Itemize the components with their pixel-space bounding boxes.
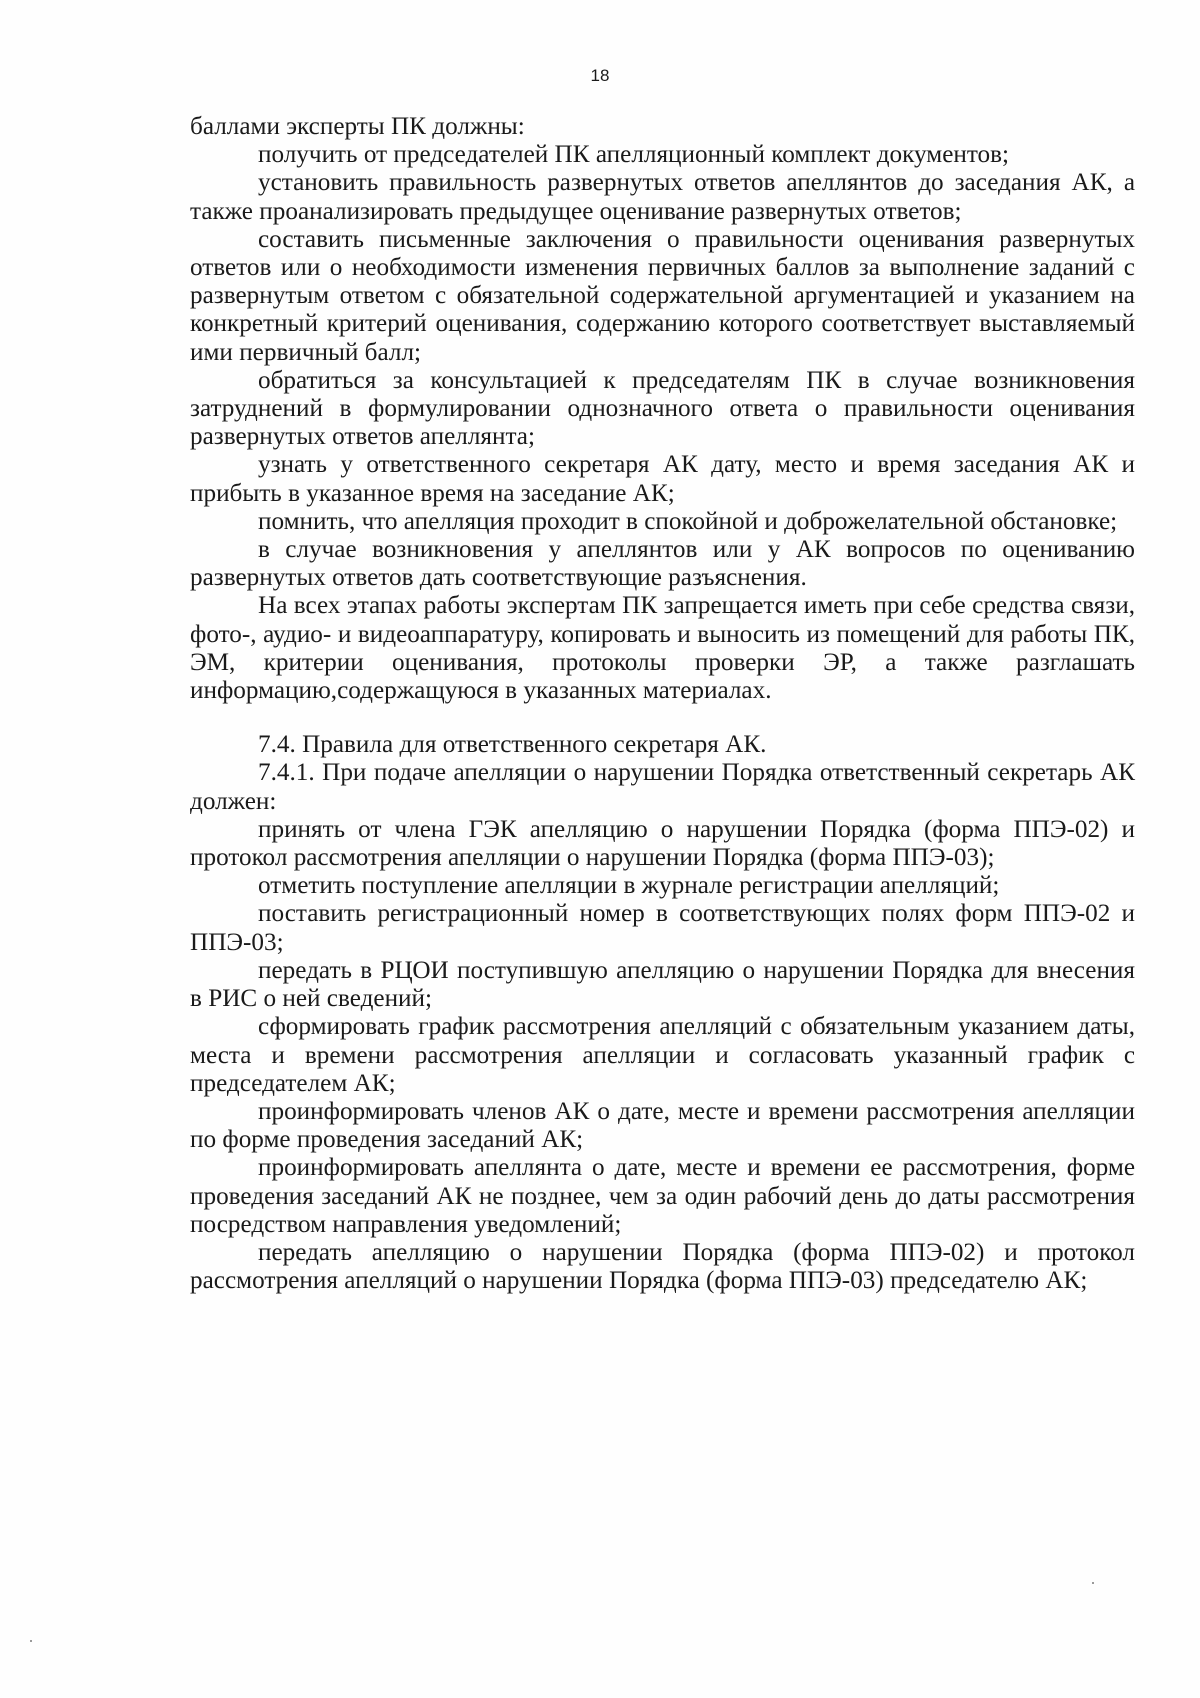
list-item: проинформировать апеллянта о дате, месте и времени ее рассмотрения, форме проведения заседаний АК не позднее, чем за один рабочий день до даты рассмотрения посредством направления уведомлений; bbox=[190, 1154, 1135, 1238]
list-item: передать апелляцию о нарушении Порядка (форма ППЭ-02) и протокол рассмотрения апелляций о нарушении Порядка (форма ППЭ-03) председателю АК; bbox=[190, 1238, 1135, 1295]
list-item: в случае возникновения у апеллянтов или у АК вопросов по оцениванию развернутых ответов дать соответствующие разъяснения. bbox=[190, 536, 1135, 592]
body-text bbox=[190, 113, 1135, 1295]
list-item: принять от члена ГЭК апелляцию о нарушении Порядка (форма ППЭ-02) и протокол рассмотрения апелляции о нарушении Порядка (форма ППЭ-03); bbox=[190, 815, 1135, 872]
paragraph: На всех этапах работы экспертам ПК запрещается иметь при себе средства связи, фото-, аудио- и видеоаппаратуру, копировать и выносить из помещений для работы ПК, ЭМ, критерии оценивания, протоколы проверки ЭР, а также разглашать информацию,содержащуюся в указанных материалах. bbox=[190, 592, 1135, 705]
list-item: передать в РЦОИ поступившую апелляцию о нарушении Порядка для внесения в РИС о ней сведений; bbox=[190, 956, 1135, 1013]
list-item: сформировать график рассмотрения апелляций с обязательным указанием даты, места и времени рассмотрения апелляции и согласовать указанный график с председателем АК; bbox=[190, 1013, 1135, 1097]
list-item: обратиться за консультацией к председателям ПК в случае возникновения затруднений в формулировании однозначного ответа о правильности оценивания развернутых ответов апеллянта; bbox=[190, 366, 1135, 451]
subsection-paragraph: 7.4.1. При подаче апелляции о нарушении Порядка ответственный секретарь АК должен: bbox=[190, 759, 1135, 815]
list-item: получить от председателей ПК апелляционный комплект документов; bbox=[258, 141, 1010, 169]
section-heading: 7.4. Правила для ответственного секретаря АК. bbox=[258, 731, 767, 759]
scan-speck bbox=[30, 1640, 32, 1642]
list-item: помнить, что апелляция проходит в спокойной и доброжелательной обстановке; bbox=[258, 507, 1118, 535]
paragraph-continuation: баллами эксперты ПК должны: bbox=[190, 113, 525, 140]
page-number: 18 bbox=[590, 66, 610, 85]
list-item: составить письменные заключения о правильности оценивания развернутых ответов или о необходимости изменения первичных баллов за выполнение заданий с развернутым ответом с обязательной содержательной аргументацией и указанием на конкретный критерий оценивания, содержанию которого соответствует выставляемый ими первичный балл; bbox=[190, 225, 1135, 366]
list-item: установить правильность развернутых ответов апеллянтов до заседания АК, а также проанализировать предыдущее оценивание развернутых ответов; bbox=[190, 169, 1135, 225]
list-item: проинформировать членов АК о дате, месте и времени рассмотрения апелляции по форме проведения заседаний АК; bbox=[190, 1097, 1135, 1154]
list-item: поставить регистрационный номер в соответствующих полях форм ППЭ-02 и ППЭ-03; bbox=[190, 900, 1135, 956]
scan-speck bbox=[1092, 1582, 1094, 1584]
list-item: узнать у ответственного секретаря АК дату, место и время заседания АК и прибыть в указанное время на заседание АК; bbox=[190, 451, 1135, 507]
list-item: отметить поступление апелляции в журнале регистрации апелляций; bbox=[258, 872, 1000, 900]
